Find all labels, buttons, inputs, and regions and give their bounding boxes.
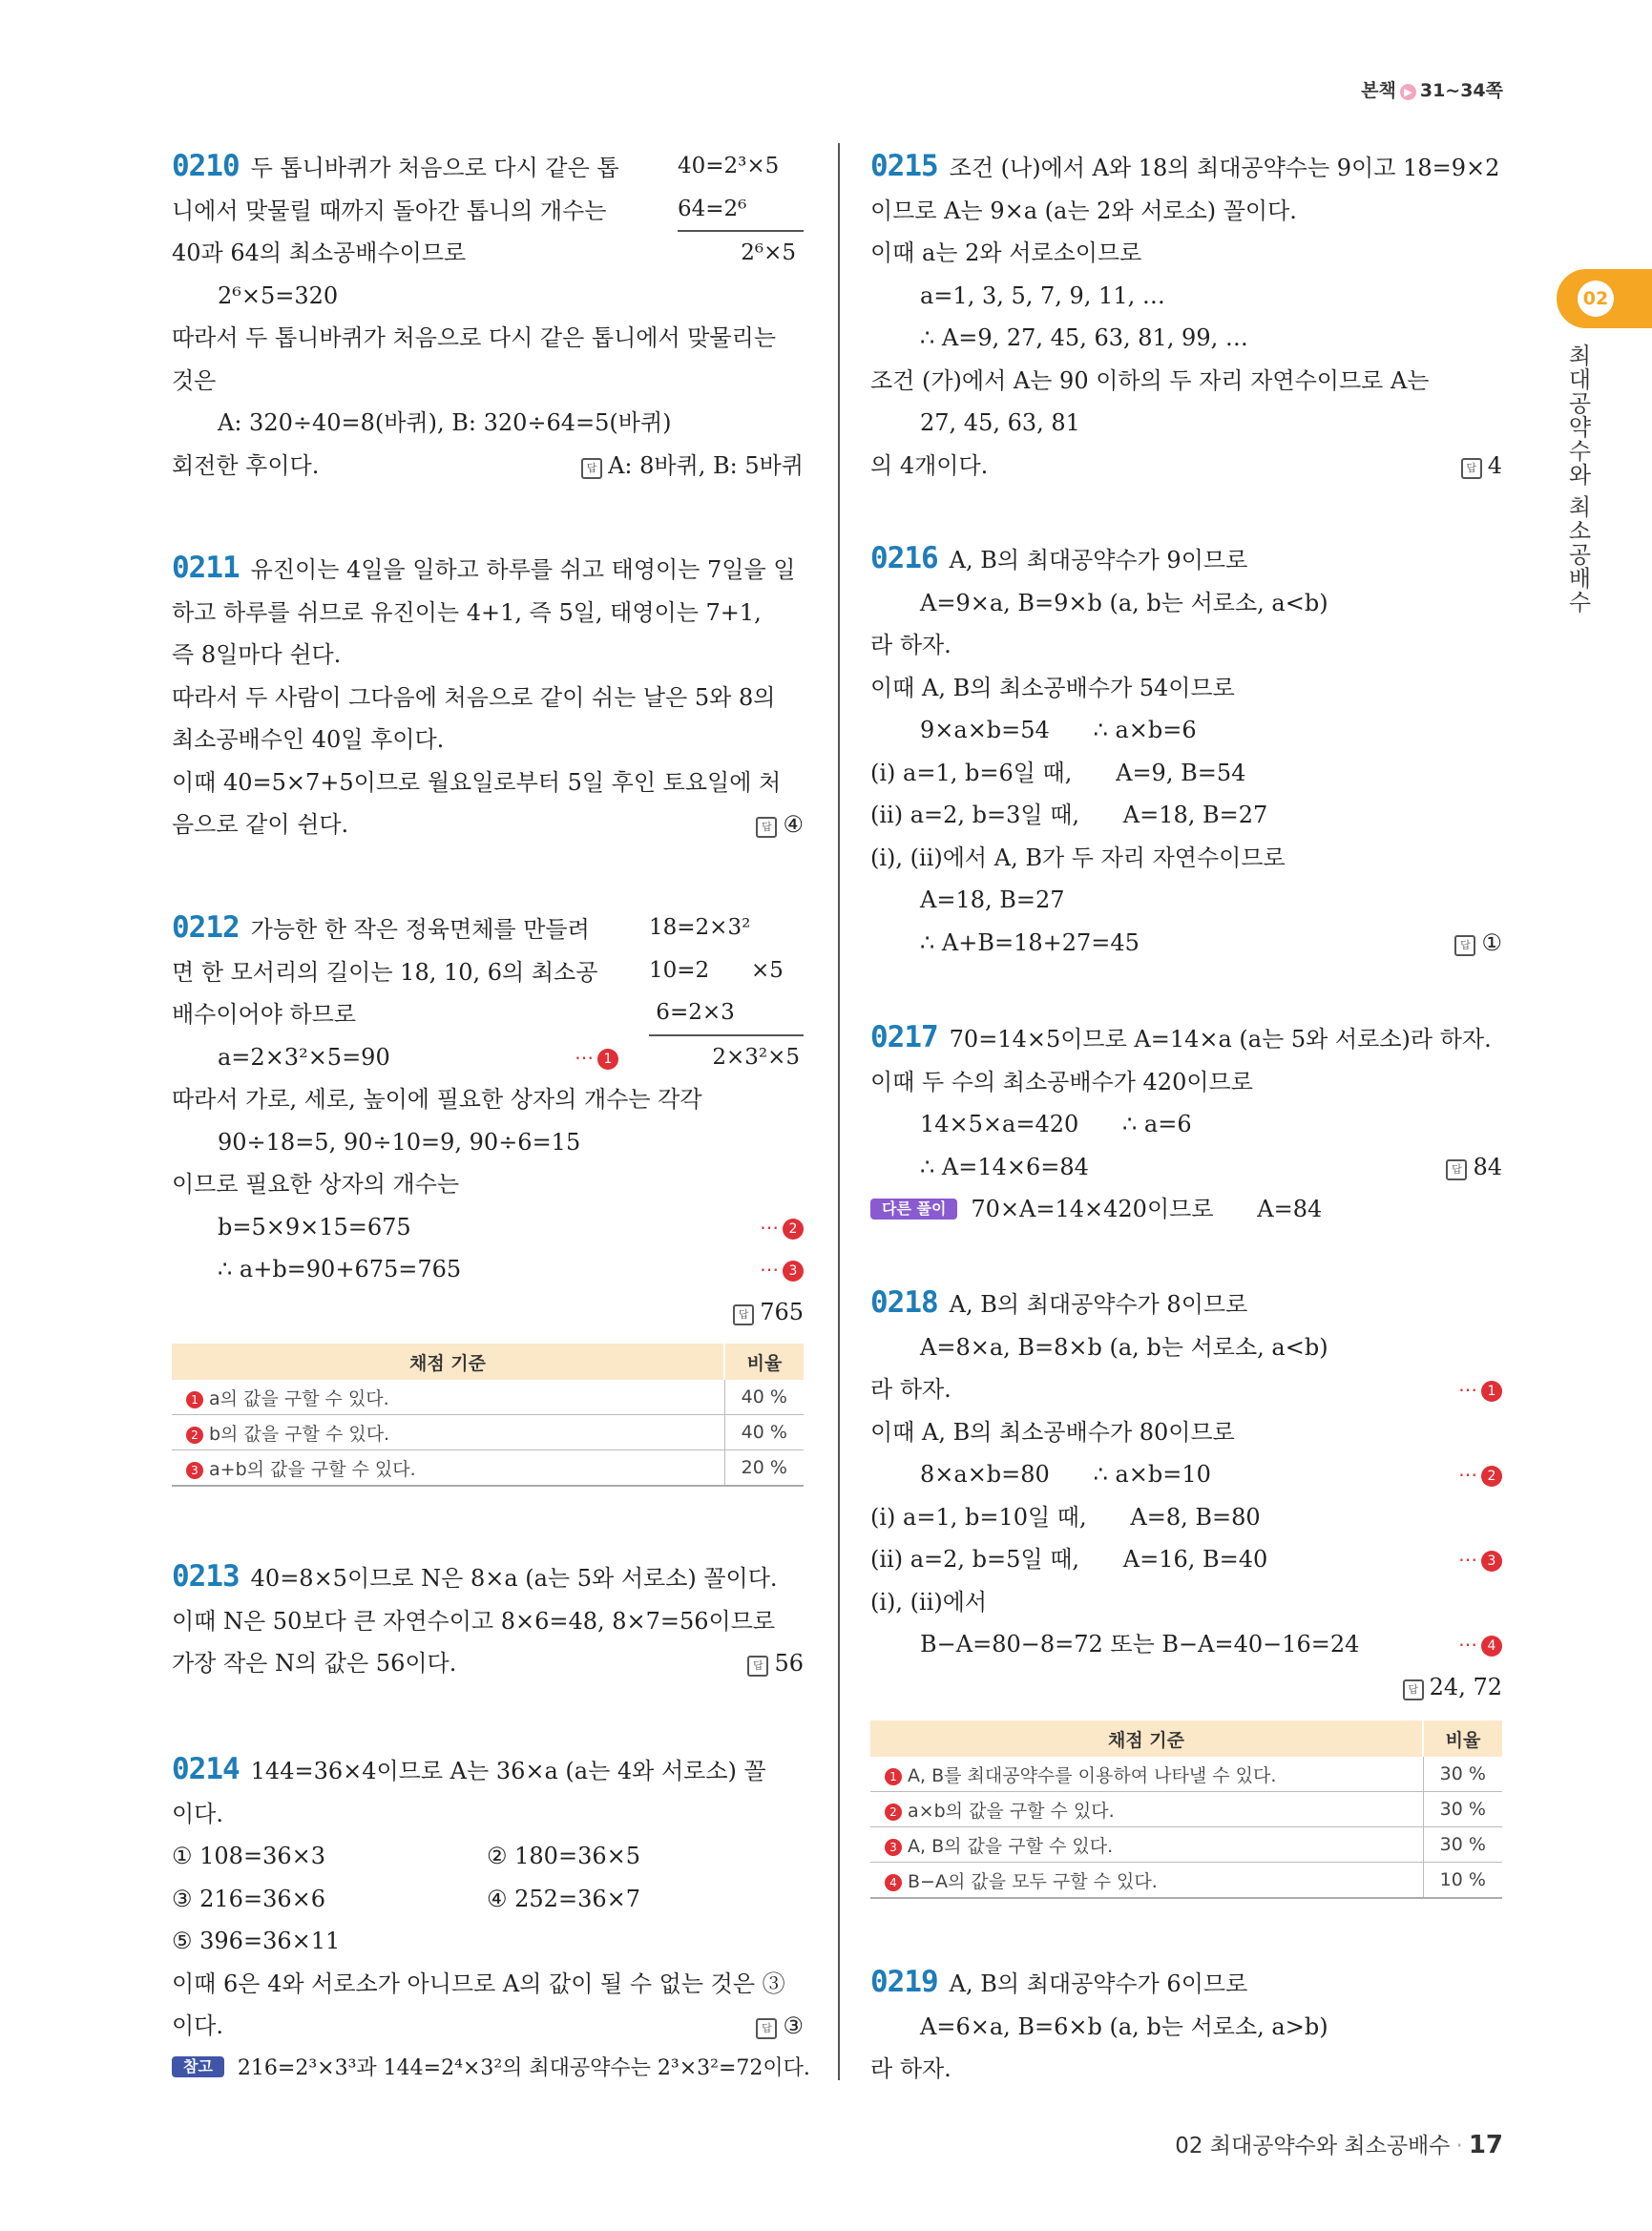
table-header: 채점 기준 xyxy=(870,1720,1423,1757)
answer-value: ④ xyxy=(783,811,804,838)
case-line: (ⅱ) a=2, b=5일 때, A=16, B=40 xyxy=(870,1546,1268,1573)
text-line: 라 하자. xyxy=(870,632,951,658)
problem-number: 0217 xyxy=(870,1020,938,1054)
problem-number: 0215 xyxy=(870,149,938,183)
alt-solution-text: 70×A=14×420이므로 A=84 xyxy=(971,1196,1323,1222)
answer-icon: 답 xyxy=(756,2018,777,2039)
text-line: 것은 xyxy=(172,366,217,394)
problem-number: 0216 xyxy=(870,541,938,575)
formula-line: A=6×a, B=6×b (a, b는 서로소, a>b) xyxy=(920,2012,1328,2040)
problem-0215 xyxy=(870,145,1502,487)
text-line: 회전한 후이다. xyxy=(172,451,320,479)
option: ④ 252=36×7 xyxy=(487,1885,640,1912)
text-line: 이때 40=5×7+5이므로 월요일로부터 5일 후인 토요일에 처 xyxy=(172,768,782,796)
step-marker: ⋯ 1 xyxy=(575,1036,618,1079)
scoring-table-0212 xyxy=(172,1344,804,1487)
answer-value: 84 xyxy=(1473,1153,1502,1180)
step-marker: ⋯ 3 xyxy=(760,1248,804,1291)
text-line: 의 4개이다. xyxy=(870,451,989,479)
text-line: 음으로 같이 쉰다. xyxy=(172,811,349,838)
answer-icon: 답 xyxy=(1446,1159,1467,1180)
factor-line: 10=2 ×5 xyxy=(649,957,784,983)
answer xyxy=(1446,1146,1502,1189)
text-line: 최소공배수인 40일 후이다. xyxy=(172,726,445,753)
formula-line: 9×a×b=54 ∴ a×b=6 xyxy=(920,717,1197,743)
answer-icon: 답 xyxy=(747,1656,768,1677)
text-line: 가장 작은 N의 값은 56이다. xyxy=(172,1650,457,1677)
text-line: 하고 하루를 쉬므로 유진이는 4+1, 즉 5일, 태영이는 7+1, xyxy=(172,598,762,626)
text-line: 이때 N은 50보다 큰 자연수이고 8×6=48, 8×7=56이므로 xyxy=(172,1607,776,1635)
problem-0217 xyxy=(870,1016,1502,1231)
text-line: 이때 6은 4와 서로소가 아니므로 A의 값이 될 수 없는 것은 ③ xyxy=(172,1970,785,1997)
text-line: 이다. xyxy=(172,1800,223,1827)
page-number: 17 xyxy=(1468,2131,1503,2159)
formula-line: A=18, B=27 xyxy=(920,886,1065,913)
step-marker: ⋯ 3 xyxy=(1458,1538,1502,1581)
formula-line: ∴ A=9, 27, 45, 63, 81, 99, … xyxy=(920,324,1248,351)
answer xyxy=(1454,922,1502,965)
answer-icon: 답 xyxy=(1403,1679,1424,1700)
answer-value: 765 xyxy=(760,1298,804,1325)
answer xyxy=(756,803,804,846)
note-text: 216=2³×3³과 144=2⁴×3²의 최대공약수는 2³×3²=72이다. xyxy=(237,2055,810,2080)
formula-line: A=8×a, B=8×b (a, b는 서로소, a<b) xyxy=(920,1333,1328,1361)
problem-number: 0219 xyxy=(870,1965,938,1999)
page-header xyxy=(1361,76,1503,102)
lcm-work-0212 xyxy=(649,907,804,1078)
text-line: 즉 8일마다 쉰다. xyxy=(172,641,342,668)
scoring-table-0218 xyxy=(870,1720,1502,1899)
answer-value: A: 8바퀴, B: 5바퀴 xyxy=(608,451,804,479)
formula-line: 2⁶×5=320 xyxy=(218,281,339,309)
column-divider xyxy=(838,143,840,2080)
chapter-number: 02 xyxy=(1578,281,1614,317)
text-line: 따라서 두 사람이 그다음에 처음으로 같이 쉬는 날은 5와 8의 xyxy=(172,683,776,711)
text-line: 이때 A, B의 최소공배수가 80이므로 xyxy=(870,1418,1235,1446)
problem-number: 0210 xyxy=(172,149,240,183)
answer-icon: 답 xyxy=(733,1304,754,1325)
note-tag: 참고 xyxy=(172,2056,224,2077)
text-line: (ⅰ), (ⅱ)에서 A, B가 두 자리 자연수이므로 xyxy=(870,844,1286,871)
table-row: 2 a×b의 값을 구할 수 있다. 30 % xyxy=(870,1792,1502,1827)
footer-chapter: 02 최대공약수와 최소공배수 xyxy=(1175,2134,1451,2158)
formula-line: b=5×9×15=675 xyxy=(218,1213,411,1241)
answer-value: 4 xyxy=(1487,451,1502,479)
factor-line: 18=2×3² xyxy=(649,915,751,940)
step-marker: ⋯ 4 xyxy=(1458,1623,1502,1666)
text-line: A, B의 최대공약수가 6이므로 xyxy=(949,1970,1248,1997)
answer-value: 56 xyxy=(774,1650,804,1677)
factor-line: 64=2⁶ xyxy=(678,196,747,221)
text-line: 유진이는 4일을 일하고 하루를 쉬고 태영이는 7일을 일 xyxy=(250,556,796,583)
header-label: 본책 xyxy=(1361,80,1396,101)
formula-line: ∴ A+B=18+27=45 xyxy=(920,928,1140,956)
table-row: 1 A, B를 최대공약수를 이용하여 나타낼 수 있다. 30 % xyxy=(870,1757,1502,1792)
option: ① 108=36×3 xyxy=(172,1843,325,1869)
option: ⑤ 396=36×11 xyxy=(172,1928,341,1954)
step-marker: ⋯ 1 xyxy=(1458,1368,1502,1411)
text-line: 면 한 모서리의 길이는 18, 10, 6의 최소공 xyxy=(172,958,598,986)
answer-icon: 답 xyxy=(1454,935,1475,956)
step-marker: ⋯ 2 xyxy=(1458,1453,1502,1496)
chapter-title-vertical: 최대공약수와 최소공배수 xyxy=(1564,344,1591,615)
text-line: 이때 두 수의 최소공배수가 420이므로 xyxy=(870,1068,1253,1095)
text-line: (ⅰ), (ⅱ)에서 xyxy=(870,1588,988,1616)
formula-line: 27, 45, 63, 81 xyxy=(920,409,1080,436)
formula-line: 90÷18=5, 90÷10=9, 90÷6=15 xyxy=(218,1128,581,1156)
text-line: 라 하자. xyxy=(870,1376,951,1403)
alt-solution-tag: 다른 풀이 xyxy=(870,1199,957,1220)
text-line: 따라서 두 톱니바퀴가 처음으로 다시 같은 톱니에서 맞물리는 xyxy=(172,324,777,351)
text-line: 144=36×4이므로 A는 36×a (a는 4와 서로소) 꼴 xyxy=(250,1758,766,1784)
answer-value: ① xyxy=(1481,928,1502,956)
text-line: 70=14×5이므로 A=14×a (a는 5와 서로소)라 하자. xyxy=(949,1026,1492,1053)
factor-result: 2×3²×5 xyxy=(649,1034,804,1079)
text-line: 이므로 A는 9×a (a는 2와 서로소) 꼴이다. xyxy=(870,197,1297,224)
answer-value: ③ xyxy=(783,2012,804,2039)
text-line: A, B의 최대공약수가 9이므로 xyxy=(949,547,1248,573)
answer-icon: 답 xyxy=(756,817,777,838)
text-line: 이때 a는 2와 서로소이므로 xyxy=(870,240,1142,266)
answer xyxy=(733,1291,804,1334)
answer xyxy=(1403,1666,1502,1709)
text-line: 따라서 가로, 세로, 높이에 필요한 상자의 개수는 각각 xyxy=(172,1086,702,1113)
problem-number: 0218 xyxy=(870,1285,938,1320)
problem-0213 xyxy=(172,1555,804,1685)
formula-line: A: 320÷40=8(바퀴), B: 320÷64=5(바퀴) xyxy=(218,409,672,436)
problem-number: 0214 xyxy=(172,1752,240,1786)
problem-number: 0211 xyxy=(172,551,240,585)
formula-line: 8×a×b=80 ∴ a×b=10 xyxy=(920,1461,1211,1488)
case-line: (ⅰ) a=1, b=10일 때, A=8, B=80 xyxy=(870,1503,1261,1531)
answer-value: 24, 72 xyxy=(1429,1673,1502,1700)
answer xyxy=(756,2005,804,2048)
factor-line: 40=2³×5 xyxy=(678,154,780,178)
page-footer: 02 최대공약수와 최소공배수 · 17 xyxy=(1175,2131,1503,2159)
case-line: (ⅱ) a=2, b=3일 때, A=18, B=27 xyxy=(870,802,1268,828)
table-row: 3 A, B의 값을 구할 수 있다. 30 % xyxy=(870,1827,1502,1863)
lcm-work-0210 xyxy=(678,145,804,275)
option: ③ 216=36×6 xyxy=(172,1885,325,1912)
table-row: 1 a의 값을 구할 수 있다. 40 % xyxy=(172,1380,804,1415)
problem-0211 xyxy=(172,547,804,846)
problem-0219 xyxy=(870,1961,1502,2091)
table-row: 4 B−A의 값을 모두 구할 수 있다. 10 % xyxy=(870,1863,1502,1899)
problem-0214 xyxy=(172,1748,810,2090)
play-icon: ▶ xyxy=(1400,84,1416,100)
factor-line: 6=2×3 xyxy=(649,1000,735,1025)
option: ② 180=36×5 xyxy=(487,1843,640,1869)
answer-icon: 답 xyxy=(581,458,602,479)
text-line: 조건 (가)에서 A는 90 이하의 두 자리 자연수이므로 A는 xyxy=(870,366,1430,394)
text-line: 가능한 한 작은 정육면체를 만들려 xyxy=(250,916,590,943)
text-line: 이때 A, B의 최소공배수가 54이므로 xyxy=(870,674,1235,701)
formula-line: 14×5×a=420 ∴ a=6 xyxy=(920,1111,1192,1137)
table-header: 비율 xyxy=(1423,1720,1502,1757)
text-line: 두 톱니바퀴가 처음으로 다시 같은 톱 xyxy=(250,155,619,181)
text-line: 40과 64의 최소공배수이므로 xyxy=(172,240,467,266)
text-line: 이다. xyxy=(172,2012,223,2039)
problem-number: 0212 xyxy=(172,910,240,945)
text-line: 배수이어야 하므로 xyxy=(172,1001,357,1028)
formula-line: a=1, 3, 5, 7, 9, 11, … xyxy=(920,281,1165,309)
header-pages: 31~34쪽 xyxy=(1419,80,1503,101)
case-line: (ⅰ) a=1, b=6일 때, A=9, B=54 xyxy=(870,759,1246,786)
text-line: 니에서 맞물릴 때까지 돌아간 톱니의 개수는 xyxy=(172,197,607,224)
problem-0218 xyxy=(870,1282,1502,1708)
formula-line: A=9×a, B=9×b (a, b는 서로소, a<b) xyxy=(920,589,1328,616)
formula-line: a=2×3²×5=90 xyxy=(218,1043,390,1071)
chapter-tab xyxy=(1557,269,1652,328)
problem-0216 xyxy=(870,537,1502,964)
table-header: 채점 기준 xyxy=(172,1344,724,1380)
factor-result: 2⁶×5 xyxy=(678,230,804,275)
formula-line: B−A=80−8=72 또는 B−A=40−16=24 xyxy=(920,1631,1360,1658)
text-line: A, B의 최대공약수가 8이므로 xyxy=(949,1291,1248,1318)
step-marker: ⋯ 2 xyxy=(760,1206,804,1249)
table-row: 3 a+b의 값을 구할 수 있다. 20 % xyxy=(172,1450,804,1487)
problem-number: 0213 xyxy=(172,1559,240,1594)
answer xyxy=(1461,445,1502,488)
table-header: 비율 xyxy=(724,1344,804,1380)
table-row: 2 b의 값을 구할 수 있다. 40 % xyxy=(172,1415,804,1450)
formula-line: ∴ a+b=90+675=765 xyxy=(218,1256,462,1282)
text-line: 라 하자. xyxy=(870,2055,951,2082)
text-line: 40=8×5이므로 N은 8×a (a는 5와 서로소) 꼴이다. xyxy=(250,1565,778,1592)
answer-icon: 답 xyxy=(1461,458,1482,479)
answer xyxy=(747,1642,804,1685)
text-line: 조건 (나)에서 A와 18의 최대공약수는 9이고 18=9×2 xyxy=(949,155,1500,181)
answer xyxy=(581,445,804,488)
text-line: 이므로 필요한 상자의 개수는 xyxy=(172,1171,460,1198)
formula-line: ∴ A=14×6=84 xyxy=(920,1153,1089,1180)
